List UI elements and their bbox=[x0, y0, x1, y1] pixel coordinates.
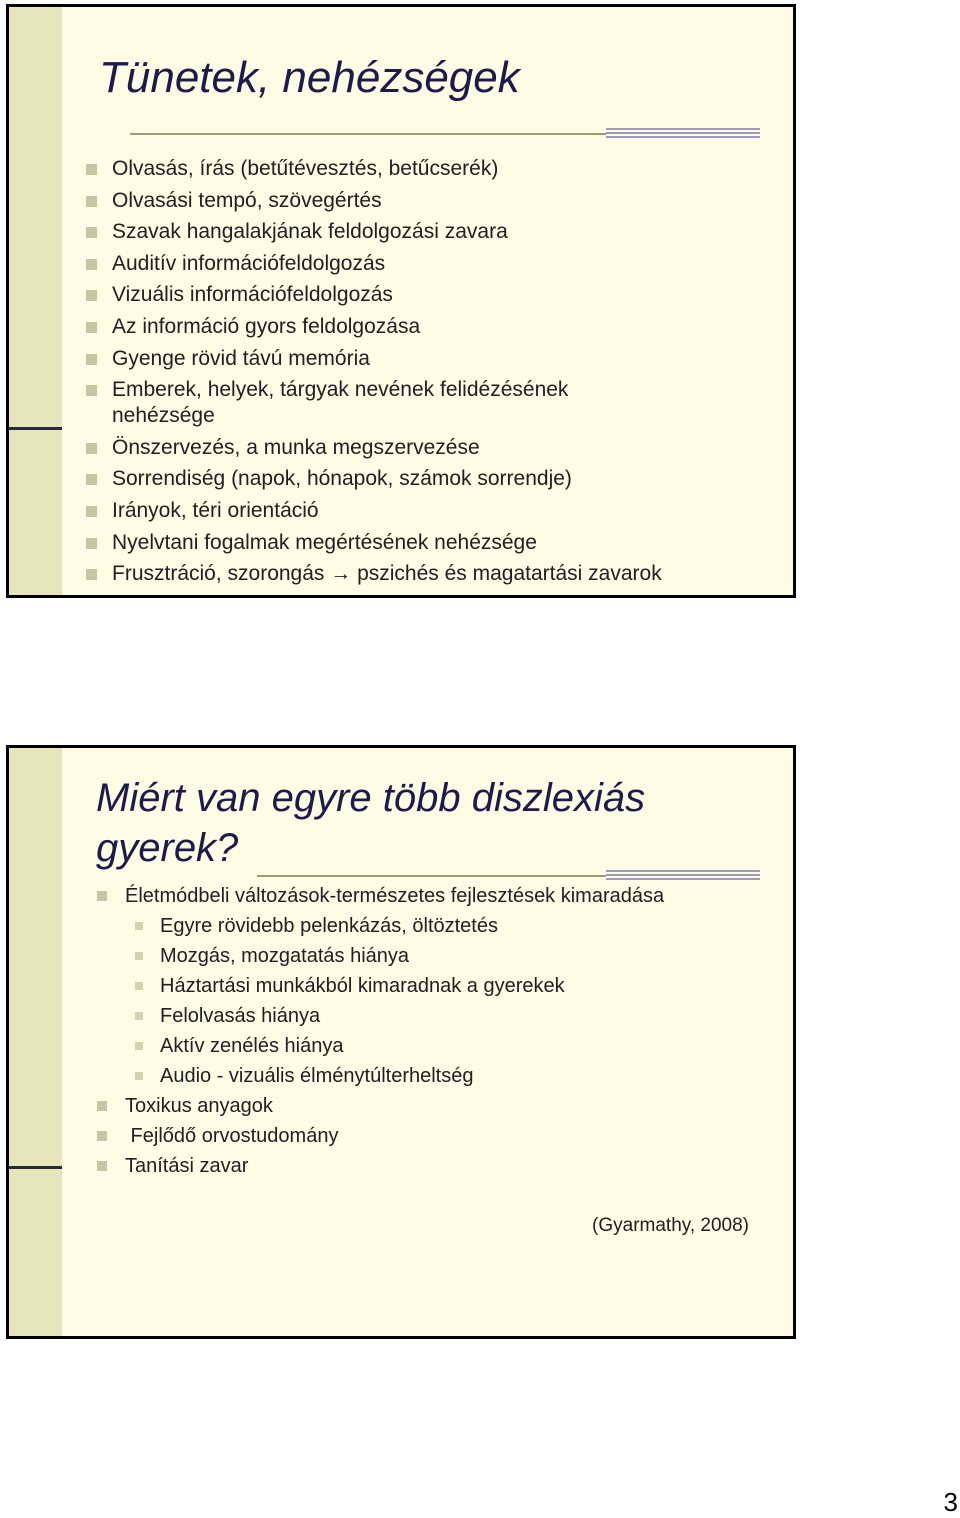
list-item: Frusztráció, szorongás → pszichés és magatartási zavarok bbox=[84, 561, 774, 587]
list-item: Gyenge rövid távú memória bbox=[84, 346, 774, 372]
square-bullet-icon bbox=[97, 1131, 107, 1141]
list-item: Irányok, téri orientáció bbox=[84, 498, 774, 524]
sidebar-marker bbox=[9, 1166, 62, 1169]
title-separator bbox=[257, 875, 606, 877]
square-bullet-icon bbox=[135, 1042, 143, 1050]
square-bullet-icon bbox=[86, 443, 97, 454]
slide-1 bbox=[6, 4, 796, 598]
slide-1-title: Tünetek, nehézségek bbox=[99, 53, 520, 102]
square-bullet-icon bbox=[86, 322, 97, 333]
square-bullet-icon bbox=[135, 982, 143, 990]
list-item: Nyelvtani fogalmak megértésének nehézsége bbox=[84, 530, 774, 556]
square-bullet-icon bbox=[135, 922, 143, 930]
sub-list-item: Mozgás, mozgatatás hiánya bbox=[125, 944, 785, 968]
list-item: Olvasás, írás (betűtévesztés, betűcserék) bbox=[84, 156, 774, 182]
square-bullet-icon bbox=[86, 385, 97, 396]
square-bullet-icon bbox=[86, 474, 97, 485]
page-number: 3 bbox=[943, 1487, 958, 1517]
list-item: Toxikus anyagok bbox=[95, 1094, 785, 1118]
square-bullet-icon bbox=[86, 538, 97, 549]
square-bullet-icon bbox=[135, 1012, 143, 1020]
square-bullet-icon bbox=[86, 506, 97, 517]
list-item: Fejlődő orvostudomány bbox=[95, 1124, 785, 1148]
square-bullet-icon bbox=[86, 290, 97, 301]
square-bullet-icon bbox=[86, 196, 97, 207]
sub-list-item: Egyre rövidebb pelenkázás, öltöztetés bbox=[125, 914, 785, 938]
slide-sidebar bbox=[9, 748, 62, 1336]
list-item: Vizuális információfeldolgozás bbox=[84, 282, 774, 308]
list-item: Auditív információfeldolgozás bbox=[84, 251, 774, 277]
symptom-list bbox=[84, 156, 774, 593]
sub-list-item: Felolvasás hiánya bbox=[125, 1004, 785, 1028]
sub-list bbox=[125, 914, 785, 1088]
sub-list-item: Audio - vizuális élménytúlterheltség bbox=[125, 1064, 785, 1088]
cause-list bbox=[95, 884, 785, 1184]
list-item: Az információ gyors feldolgozása bbox=[84, 314, 774, 340]
slide-sidebar bbox=[9, 7, 62, 595]
square-bullet-icon bbox=[97, 1161, 107, 1171]
list-item: Szavak hangalakjának feldolgozási zavara bbox=[84, 219, 774, 245]
sidebar-marker bbox=[9, 427, 62, 430]
square-bullet-icon bbox=[86, 259, 97, 270]
separator-accent bbox=[606, 128, 760, 142]
separator-accent bbox=[606, 870, 760, 884]
list-item: Olvasási tempó, szövegértés bbox=[84, 188, 774, 214]
list-item: Sorrendiség (napok, hónapok, számok sorrendje) bbox=[84, 466, 774, 492]
list-item: Emberek, helyek, tárgyak nevének felidézésének nehézsége bbox=[84, 377, 672, 429]
square-bullet-icon bbox=[86, 569, 97, 580]
sub-list-item: Aktív zenélés hiánya bbox=[125, 1034, 785, 1058]
square-bullet-icon bbox=[97, 891, 107, 901]
square-bullet-icon bbox=[135, 1072, 143, 1080]
list-item: Tanítási zavar bbox=[95, 1154, 785, 1178]
slide-2 bbox=[6, 745, 796, 1339]
list-item: Életmódbeli változások-természetes fejlesztések kimaradása Egyre rövidebb pelenkázás, öltöztetés Mozgás, mozgatatás hiánya Háztartási munkákból kimaradnak a gyerekek Felolvasás hiánya Aktív zenélés hiánya Audio - vizuális élménytúlterheltség bbox=[95, 884, 785, 1088]
sub-list-item: Háztartási munkákból kimaradnak a gyerekek bbox=[125, 974, 785, 998]
list-item: Önszervezés, a munka megszervezése bbox=[84, 435, 774, 461]
square-bullet-icon bbox=[86, 164, 97, 175]
title-separator bbox=[130, 133, 606, 135]
slide-2-title: Miért van egyre több diszlexiás gyerek? bbox=[96, 776, 646, 870]
square-bullet-icon bbox=[97, 1101, 107, 1111]
citation: (Gyarmathy, 2008) bbox=[592, 1215, 749, 1236]
square-bullet-icon bbox=[135, 952, 143, 960]
square-bullet-icon bbox=[86, 227, 97, 238]
square-bullet-icon bbox=[86, 354, 97, 365]
